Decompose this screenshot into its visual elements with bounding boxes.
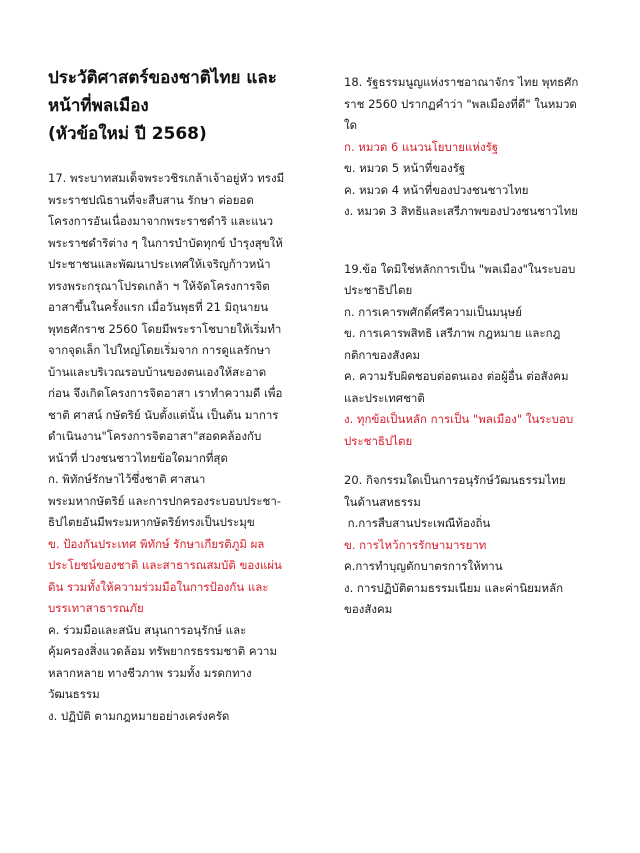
question-20 — [344, 470, 616, 621]
question-20-option-c: ค.การทำบุญตักบาตรการให้ทาน — [344, 559, 503, 573]
question-20-text-line: ในด้านสหธรรม — [344, 494, 421, 509]
question-18-option-d: ง. หมวด 3 สิทธิและเสรีภาพของปวงชนชาวไทย — [344, 204, 578, 218]
question-17-text-line: ทรงพระกรุณาโปรดเกล้า ฯ ให้จัดโครงการจิต — [48, 278, 270, 293]
right-column — [344, 72, 616, 621]
question-17-option-a — [48, 469, 316, 534]
question-19-option-a: ก. การเคารพศักดิ์ศรีความเป็นมนุษย์ — [344, 304, 522, 319]
question-20-option-d-line: ของสังคม — [344, 602, 393, 616]
option-line: ธิปไตยอันมีพระมหากษัตริย์ทรงเป็นประมุข — [48, 515, 255, 529]
option-line: บรรเทาสาธารณภัย — [48, 601, 144, 615]
question-17-text-line: พุทธศักราช 2560 โดยมีพระราโชบายให้เริ่มทำ — [48, 321, 282, 336]
question-18-option-a-answer: ก. หมวด 6 แนวนโยบายแห่งรัฐ — [344, 139, 499, 154]
question-17-text-line: ดำเนินงาน"โครงการจิตอาสา"สอดคล้องกับ — [48, 429, 262, 443]
option-line: วัฒนธรรม — [48, 687, 100, 701]
question-19-option-c-line: และประเทศชาติ — [344, 390, 425, 405]
question-17-text-line: ก่อน จึงเกิดโครงการจิตอาสา เราทำความดี เพื่อ — [48, 386, 283, 400]
question-18 — [344, 72, 616, 223]
option-line: ง. ปฏิบัติ ตามกฎหมายอย่างเคร่งครัด — [48, 708, 230, 723]
question-17-option-b-answer — [48, 534, 316, 620]
question-17-text-line: หน้าที่ ปวงชนชาวไทยข้อใดมากที่สุด — [48, 450, 228, 465]
title-line: (หัวข้อใหม่ ปี 2568) — [48, 124, 207, 144]
option-line: ก. พิทักษ์รักษาไว้ซึ่งชาติ ศาสนา — [48, 472, 206, 486]
question-18-option-c: ค. หมวด 4 หน้าที่ของปวงชนชาวไทย — [344, 182, 529, 197]
question-19-option-b-line: ข. การเคารพสิทธิ เสรีภาพ กฎหมาย และกฎ — [344, 326, 561, 340]
question-19-option-c-line: ค. ความรับผิดชอบต่อตนเอง ต่อผู้อื่น ต่อสังคม — [344, 369, 569, 383]
question-19-option-d-answer: ง. ทุกข้อเป็นหลัก การเป็น "พลเมือง" ในระบอบ — [344, 412, 574, 426]
question-17-text-line: พระราชดำริต่าง ๆ ในการบำบัดทุกข์ บำรุงสุขให้ — [48, 235, 283, 250]
option-line: ค. ร่วมมือและสนับ สนุนการอนุรักษ์ และ — [48, 622, 247, 637]
question-18-text-line: ใด — [344, 118, 358, 132]
left-column — [48, 168, 316, 727]
question-17-text-line: 17. พระบาทสมเด็จพระวชิรเกล้าเจ้าอยู่หัว ทรงมี — [48, 171, 285, 185]
question-18-text-line: ราช 2560 ปรากฏคำว่า "พลเมืองที่ดี" ในหมวด — [344, 96, 577, 111]
question-18-text-line: 18. รัฐธรรมนูญแห่งราชอาณาจักร ไทย พุทธศัก — [344, 75, 579, 89]
question-20-option-d-line: ง. การปฏิบัติตามธรรมเนียม และค่านิยมหลัก — [344, 580, 564, 595]
option-line: ข. ป้องกันประเทศ พิทักษ์ รักษาเกียรติภูมิ ผล — [48, 536, 265, 551]
question-20-option-a: ก.การสืบสานประเพณีท้องถิ่น — [344, 516, 491, 530]
question-17-text-line: ชาติ ศาสน์ กษัตริย์ นับตั้งแต่นั้น เป็นต้น มาการ — [48, 407, 279, 422]
question-17-text-line: พระราชปณิธานที่จะสืบสาน รักษา ต่อยอด — [48, 192, 254, 207]
question-19-option-d-answer: ประชาธิปไตย — [344, 433, 413, 448]
question-17-text-line: โครงการอันเนื่องมาจากพระราชดำริ และแนว — [48, 214, 274, 228]
title-line: หน้าที่พลเมือง — [48, 96, 149, 116]
question-20-text-line: 20. กิจกรรมใดเป็นการอนุรักษ์วัฒนธรรมไทย — [344, 473, 566, 487]
question-17-option-d — [48, 706, 316, 728]
question-17-text-line: ประชาชนและพัฒนาประเทศให้เจริญก้าวหน้า — [48, 257, 271, 271]
option-line: คุ้มครองสิ่งแวดล้อม ทรัพยากรธรรมชาติ ความ — [48, 644, 278, 658]
title-line: ประวัติศาสตร์ของชาติไทย และ — [48, 68, 277, 88]
question-17-text-line: อาสาขึ้นในครั้งแรก เมื่อวันพุธที่ 21 มิถุนายน — [48, 300, 269, 314]
question-19 — [344, 259, 616, 453]
question-19-text-line: ประชาธิปไตย — [344, 283, 413, 297]
question-17-text-line: จากจุดเล็ก ไปใหญ่โดยเริ่มจาก การดูแลรักษา — [48, 343, 271, 357]
option-line: หลากหลาย ทางชีวภาพ รวมทั้ง มรดกทาง — [48, 665, 252, 680]
spacer — [344, 452, 616, 470]
spacer — [344, 223, 616, 259]
question-17 — [48, 168, 316, 727]
question-17-text-line: บ้านและบริเวณรอบบ้านของตนเองให้สะอาด — [48, 364, 267, 379]
question-20-option-b-answer: ข. การไหว้การรักษามารยาท — [344, 537, 487, 552]
option-line: ดิน รวมทั้งให้ความร่วมมือในการป้องกัน และ — [48, 579, 269, 594]
document-title — [48, 64, 308, 148]
question-17-option-c — [48, 620, 316, 706]
option-line: ประโยชน์ของชาติ และสาธารณสมบัติ ของแผ่น — [48, 558, 282, 572]
option-line: พระมหากษัตริย์ และการปกครองระบอบประชา- — [48, 493, 281, 508]
question-19-option-b-line: กติกาของสังคม — [344, 347, 421, 362]
question-18-option-b: ข. หมวด 5 หน้าที่ของรัฐ — [344, 161, 466, 175]
question-19-text-line: 19.ข้อ ใดมิใช่หลักการเป็น "พลเมือง"ในระบอบ — [344, 261, 576, 276]
